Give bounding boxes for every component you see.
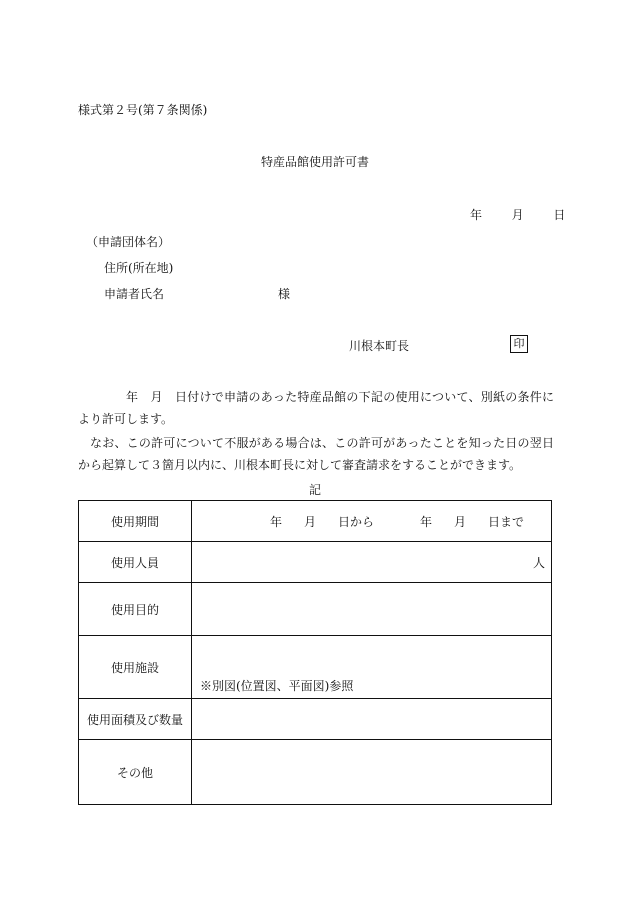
issuer-name: 川根本町長 — [349, 339, 410, 353]
people-label: 使用人員 — [79, 542, 192, 583]
document-title: 特産品館使用許可書 — [260, 155, 369, 169]
date-month: 月 — [511, 208, 524, 222]
period-to-day: 日まで — [488, 515, 525, 529]
table-row-other — [79, 740, 552, 805]
period-value — [192, 501, 552, 542]
period-from-month: 月 — [304, 515, 317, 529]
seal-stamp-box: 印 — [510, 335, 528, 353]
permission-paragraph: 年 月 日付けで申請のあった特産品館の下記の使用について、別紙の条件により許可します。 — [78, 390, 554, 426]
people-value — [192, 542, 552, 583]
form-number: 様式第２号(第７条関係) — [78, 103, 208, 117]
period-from-day: 日から — [338, 515, 375, 529]
period-to-month: 月 — [454, 515, 467, 529]
applicant-address-label: 住所(所在地) — [104, 261, 174, 275]
table-row-people — [79, 542, 552, 583]
facility-note: ※別図(位置図、平面図)参照 — [200, 679, 354, 693]
table-row-purpose — [79, 583, 552, 636]
purpose-value — [192, 583, 552, 636]
purpose-label: 使用目的 — [79, 583, 192, 636]
table-row-period — [79, 501, 552, 542]
facility-value — [192, 636, 552, 699]
ki-heading: 記 — [308, 483, 321, 497]
period-to-year: 年 — [420, 515, 433, 529]
people-unit: 人 — [532, 556, 545, 570]
applicant-name-label: 申請者氏名 — [104, 287, 165, 301]
table-row-area — [79, 699, 552, 740]
facility-label: 使用施設 — [79, 636, 192, 699]
period-from-year: 年 — [270, 515, 283, 529]
issue-date-line — [470, 207, 565, 223]
other-label: その他 — [79, 740, 192, 805]
table-row-facility — [79, 636, 552, 699]
details-table — [78, 500, 552, 805]
appeal-paragraph: なお、この許可について不服がある場合は、この許可があったことを知った日の翌日から起算して３箇月以内に、川根本町長に対して審査請求をすることができます。 — [78, 436, 554, 472]
period-label: 使用期間 — [79, 501, 192, 542]
applicant-organization-label: （申請団体名） — [86, 235, 171, 249]
applicant-honorific: 様 — [278, 287, 291, 301]
area-value — [192, 699, 552, 740]
date-year: 年 — [470, 208, 483, 222]
date-day: 日 — [553, 208, 566, 222]
area-label: 使用面積及び数量 — [79, 699, 192, 740]
other-value — [192, 740, 552, 805]
